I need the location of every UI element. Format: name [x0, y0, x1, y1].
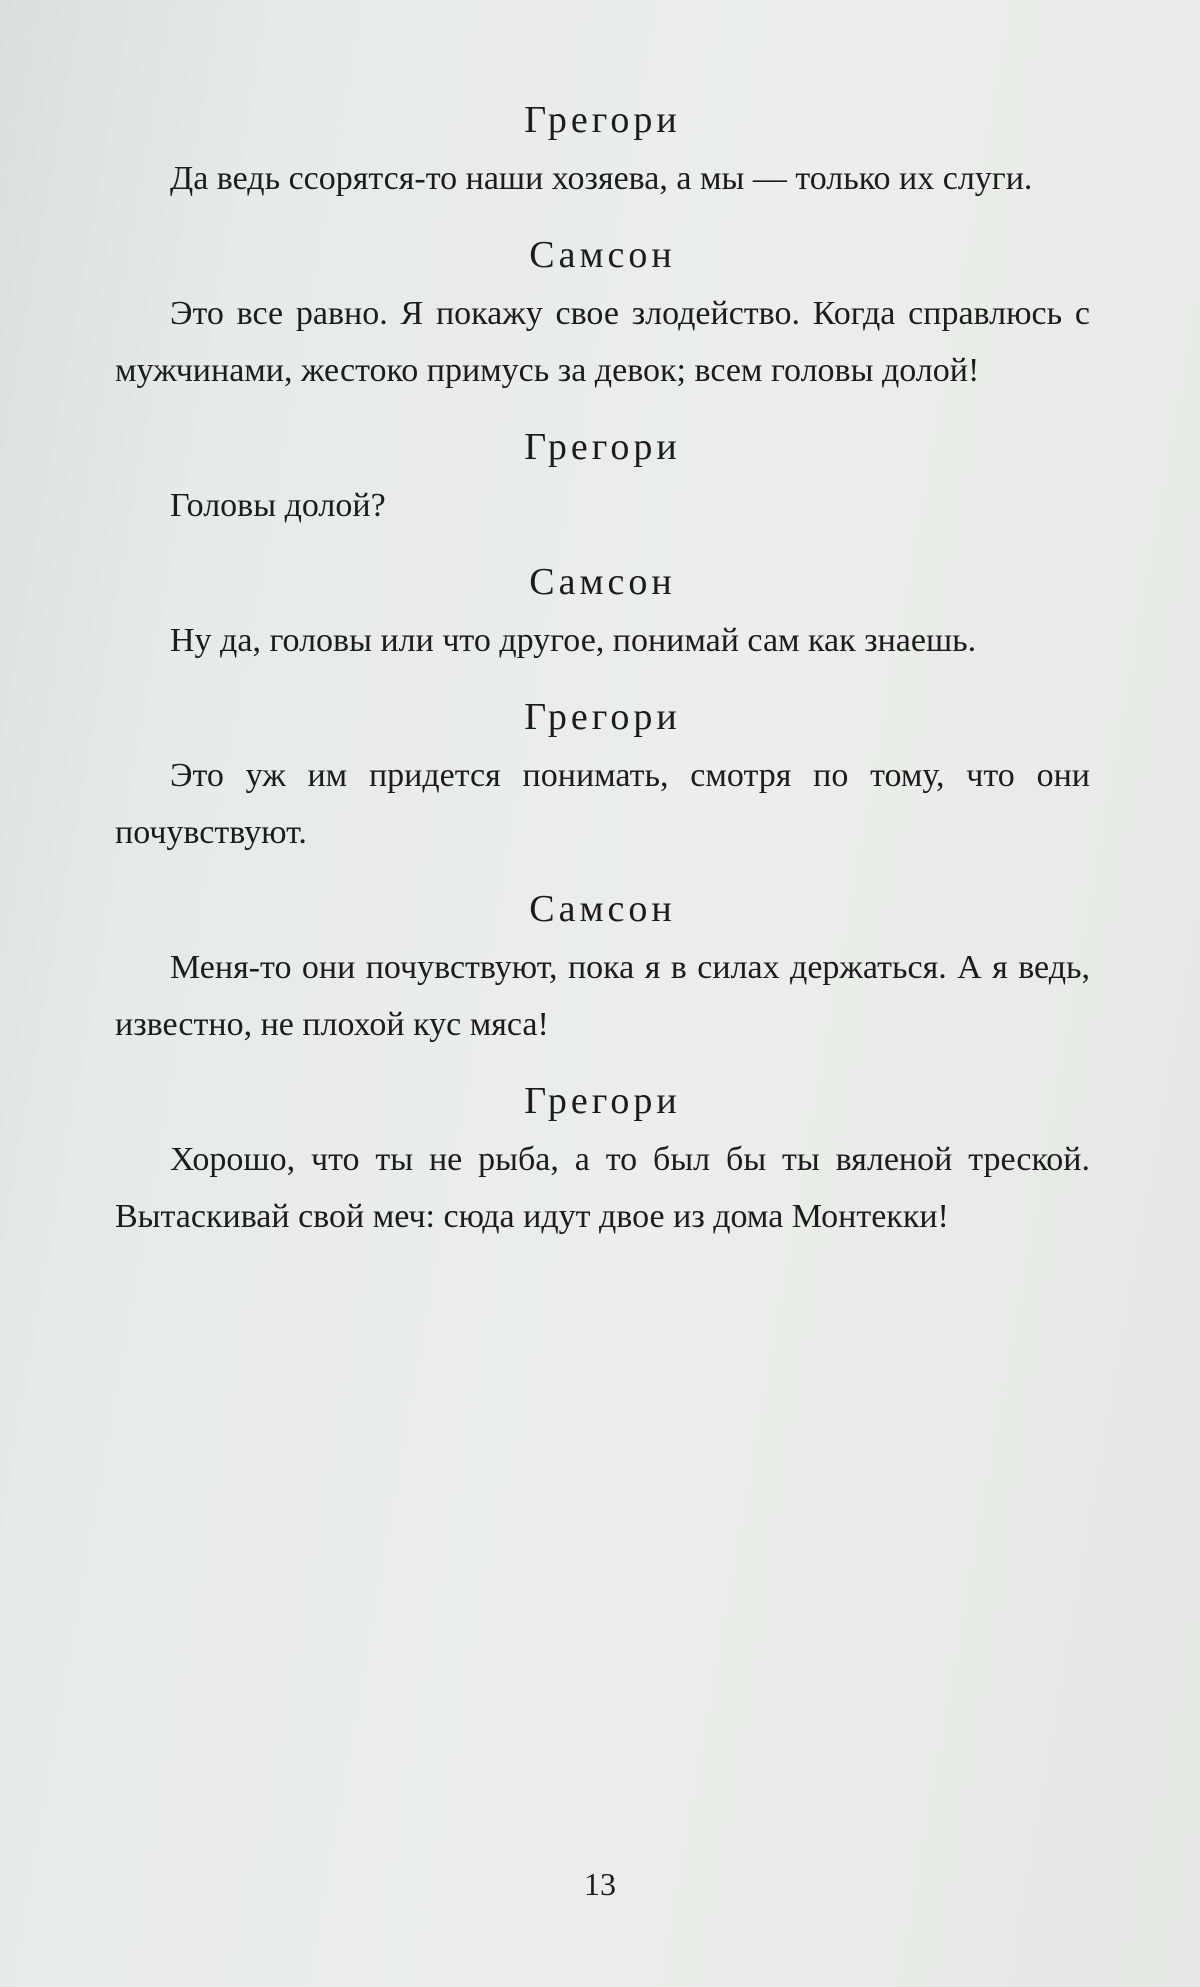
dialogue-line: Ну да, головы или что другое, понимай сам как знаешь. — [170, 622, 977, 659]
speaker-name: Самсон — [529, 234, 676, 276]
play-text — [115, 90, 1090, 1245]
speaker-name: Грегори — [524, 1080, 681, 1122]
dialogue-line: Меня-то они почувствуют, пока я в силах держаться. А я ведь, известно, не плохой кус мяса! — [115, 949, 1090, 1043]
speaker-name: Грегори — [524, 696, 681, 738]
speaker-name: Грегори — [524, 99, 681, 141]
dialogue-block — [115, 90, 1090, 207]
dialogue-block — [115, 1071, 1090, 1245]
dialogue-line: Да ведь ссорятся-то наши хозяева, а мы — только их слуги. — [170, 160, 1033, 197]
dialogue-block — [115, 225, 1090, 399]
dialogue-block — [115, 687, 1090, 861]
speaker-name: Грегори — [524, 426, 681, 468]
dialogue-line: Это уж им придется понимать, смотря по тому, что они почувствуют. — [115, 757, 1090, 851]
dialogue-block — [115, 417, 1090, 534]
page-number: 13 — [584, 1866, 616, 1902]
dialogue-line: Это все равно. Я покажу свое злодейство. Когда справлюсь с мужчинами, жестоко примусь за девок; всем головы долой! — [115, 295, 1090, 389]
dialogue-block — [115, 879, 1090, 1053]
speaker-name: Самсон — [529, 561, 676, 603]
speaker-name: Самсон — [529, 888, 676, 930]
dialogue-line: Головы долой? — [170, 487, 386, 524]
dialogue-block — [115, 552, 1090, 669]
dialogue-line: Хорошо, что ты не рыба, а то был бы ты вяленой треской. Вытаскивай свой меч: сюда идут двое из дома Монтекки! — [115, 1141, 1090, 1235]
